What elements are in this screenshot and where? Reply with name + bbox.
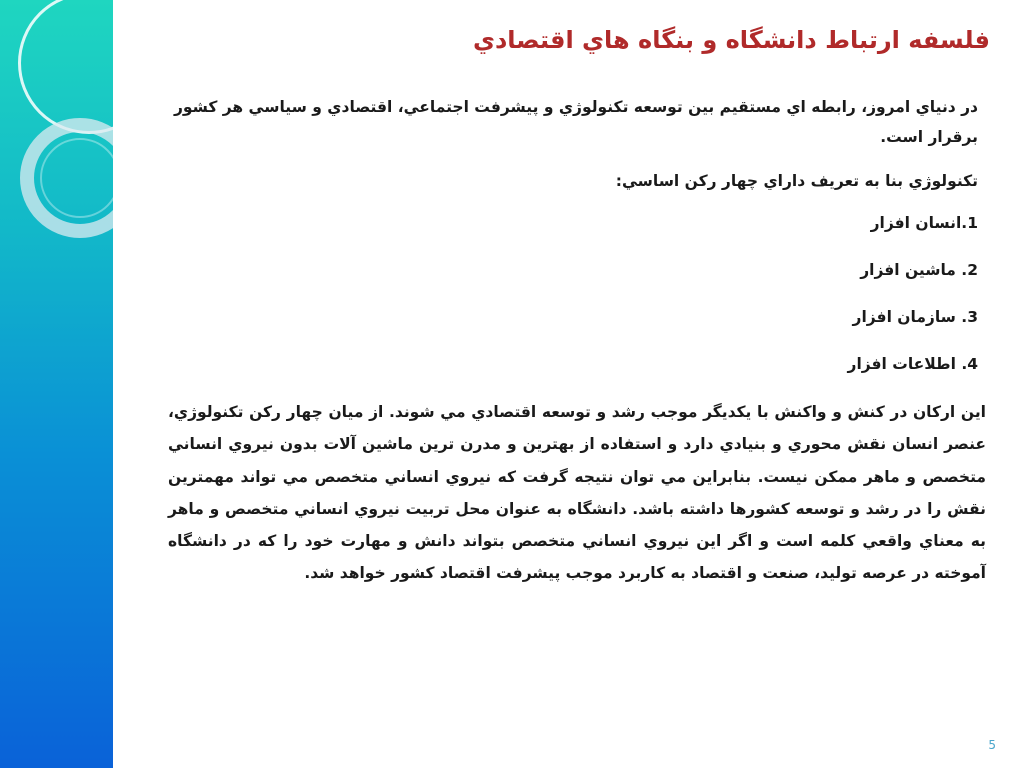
slide-content — [168, 92, 986, 590]
list-item: 3. سازمان افزار — [852, 308, 978, 326]
decorative-side-band — [0, 0, 113, 768]
body-paragraph: اين اركان در كنش و واكنش با يكديگر موجب رشد و توسعه اقتصادي مي شوند. از ميان چهار ركن تكنولوژي، عنصر انسان نقش محوري و بنيادي دارد و استفاده از بهترين و مدرن ترين ماشين آلات بدون نيروي انساني متخصص و ماهر ممكن نيست. بنابراين مي توان نتيجه گرفت كه نيروي انساني متخصص مي تواند مهمترين نقش را در رشد و توسعه كشورها داشته باشد. دانشگاه به عنوان محل تربيت نيروي انساني متخصص و ماهر به معناي واقعي كلمه است و اگر اين نيروي انساني متخصص بتواند دانش و مهارت خود را كه در دانشگاه آموخته در عرصه توليد، صنعت و اقتصاد به كاربرد موجب پيشرفت اقتصاد كشور خواهد شد. — [168, 403, 986, 583]
slide-title: فلسفه ارتباط دانشگاه و بنگاه هاي اقتصادي — [472, 26, 990, 54]
decorative-ring-large — [18, 0, 113, 134]
page-number: 5 — [988, 738, 996, 752]
definition-line: تكنولوژي بنا به تعريف داراي چهار ركن اساسي: — [615, 172, 978, 190]
list-item: 1.انسان افزار — [870, 214, 978, 232]
list-item: 2. ماشين افزار — [860, 261, 978, 279]
list-item: 4. اطلاعات افزار — [847, 355, 978, 373]
decorative-ring-inner — [40, 138, 113, 218]
intro-paragraph: در دنياي امروز، رابطه اي مستقيم بين توسعه تكنولوژي و پيشرفت اجتماعي، اقتصادي و سياسي هر كشور برقرار است. — [173, 98, 978, 146]
